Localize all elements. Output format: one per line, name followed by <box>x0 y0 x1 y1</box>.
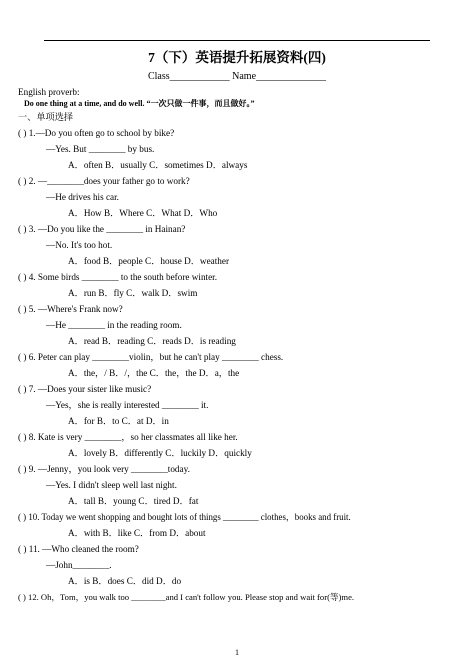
question-6-options: A．the，/ B．/，the C．the，the D．a，the <box>68 368 240 378</box>
question-5-sub: —He ________ in the reading room. <box>46 320 182 330</box>
question-9-options: A．tall B．young C．tired D．fat <box>68 496 199 506</box>
question-3-sub: —No. It's too hot. <box>46 240 113 250</box>
question-4-options: A．run B．fly C．walk D．swim <box>68 288 198 298</box>
question-11-stem: ( ) 11. —Who cleaned the room? <box>18 544 139 554</box>
question-2-stem: ( ) 2. —________does your father go to work? <box>18 176 190 186</box>
header-rule <box>44 40 430 41</box>
class-name-line: Class____________ Name______________ <box>147 71 327 82</box>
question-10-stem: ( ) 10. Today we went shopping and bought lots of things ________ clothes，books and fruit. <box>18 512 351 522</box>
question-9-sub: —Yes. I didn't sleep well last night. <box>46 480 177 490</box>
question-11-options: A．is B．does C．did D．do <box>68 576 182 586</box>
question-3-options: A．food B．people C．house D．weather <box>68 256 230 266</box>
question-7-sub: —Yes，she is really interested ________ it. <box>46 400 209 410</box>
question-5-stem: ( ) 5. —Where's Frank now? <box>18 304 123 314</box>
page-number: 1 <box>235 648 239 657</box>
question-3-stem: ( ) 3. —Do you like the ________ in Hainan? <box>18 224 186 234</box>
question-12-stem: ( ) 12. Oh，Tom，you walk too ________and I can't follow you. Please stop and wait for(等)me. <box>18 592 355 602</box>
question-1-sub: —Yes. But ________ by bus. <box>46 144 155 154</box>
question-8-stem: ( ) 8. Kate is very ________，so her classmates all like her. <box>18 432 238 442</box>
question-4-stem: ( ) 4. Some birds ________ to the south before winter. <box>18 272 218 282</box>
question-11-sub: —John________. <box>46 560 112 570</box>
question-2-options: A．How B．Where C．What D．Who <box>68 208 218 218</box>
proverb-label: English proverb: <box>18 87 80 97</box>
question-2-sub: —He drives his car. <box>46 192 119 202</box>
question-5-options: A．read B．reading C．reads D．is reading <box>68 336 236 346</box>
question-7-stem: ( ) 7. —Does your sister like music? <box>18 384 152 394</box>
question-1-options: A．often B．usually C．sometimes D．always <box>68 160 248 170</box>
proverb-text: Do one thing at a time, and do well. “一次只做一件事，而且做好。” <box>24 99 255 108</box>
section-heading: 一、单项选择 <box>18 112 74 122</box>
page-title: 7（下）英语提升拓展资料(四) <box>148 50 326 65</box>
question-8-options: A．lovely B．differently C．luckily D．quickly <box>68 448 252 458</box>
question-1-stem: ( ) 1.—Do you often go to school by bike? <box>18 128 175 138</box>
question-9-stem: ( ) 9. —Jenny，you look very ________today. <box>18 464 190 474</box>
question-6-stem: ( ) 6. Peter can play ________violin，but he can't play ________ chess. <box>18 352 284 362</box>
question-10-options: A．with B．like C．from D．about <box>68 528 206 538</box>
question-7-options: A．for B．to C．at D．in <box>68 416 169 426</box>
